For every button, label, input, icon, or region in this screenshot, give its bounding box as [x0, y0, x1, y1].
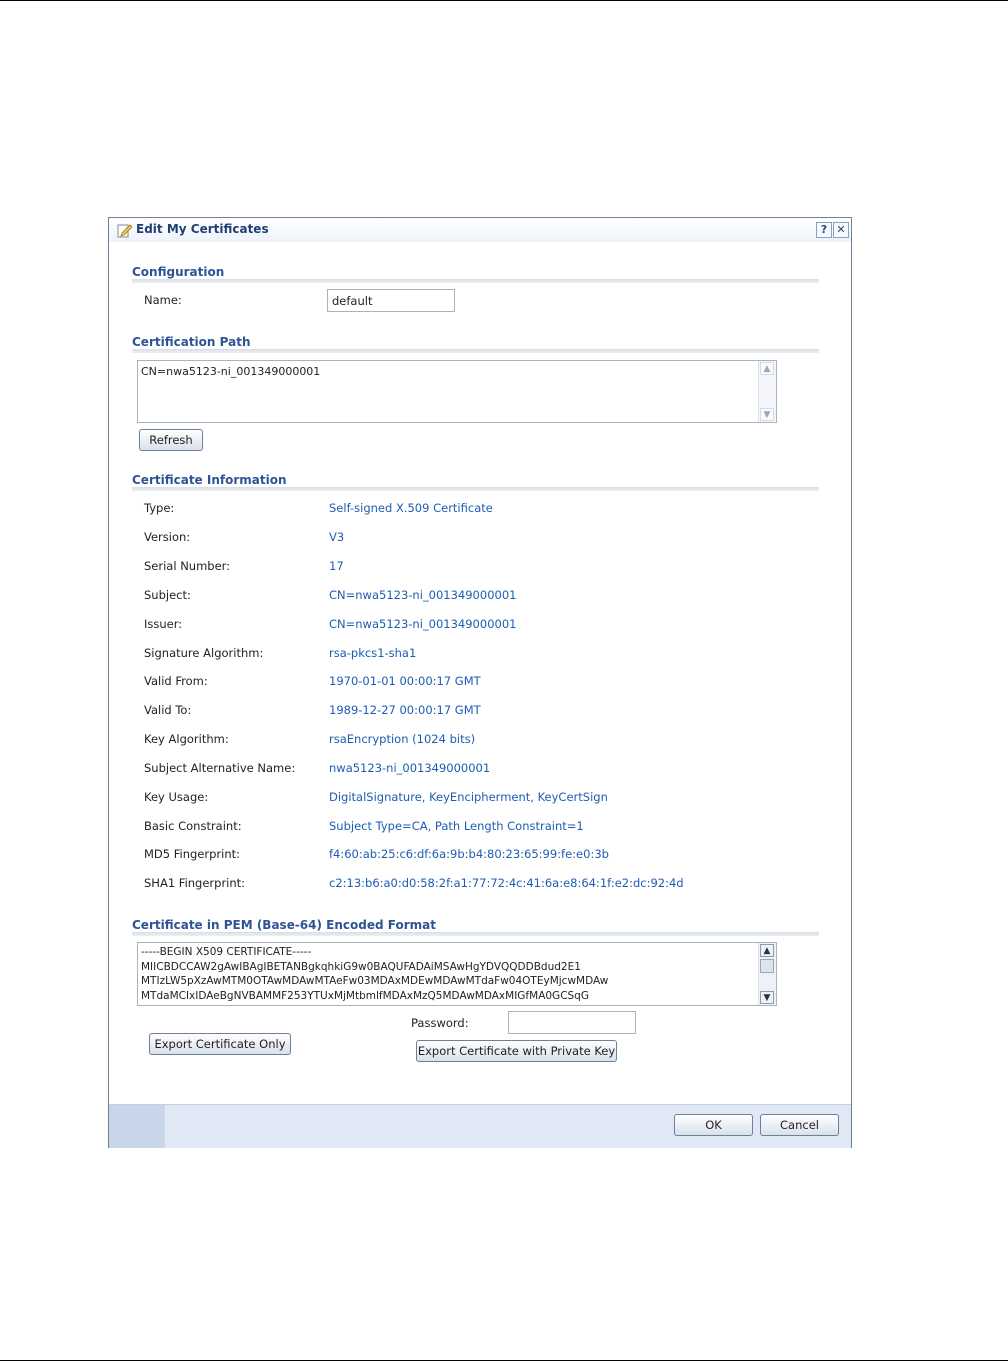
key-algorithm-label: Key Algorithm:: [144, 732, 229, 746]
pem-line: -----BEGIN X509 CERTIFICATE-----: [141, 946, 312, 958]
dialog-title: Edit My Certificates: [136, 222, 269, 236]
configuration-section-rule: [132, 279, 819, 283]
pem-lines: [141, 945, 608, 1003]
footer-left-panel: [109, 1105, 165, 1148]
scroll-up-arrow-icon[interactable]: ▲: [760, 362, 774, 375]
basic-constraint-label: Basic Constraint:: [144, 819, 242, 833]
key-usage-value: DigitalSignature, KeyEncipherment, KeyCertSign: [329, 790, 608, 804]
ok-button[interactable]: OK: [674, 1114, 753, 1136]
export-certificate-only-button[interactable]: Export Certificate Only: [149, 1033, 291, 1055]
type-value: Self-signed X.509 Certificate: [329, 501, 493, 515]
scroll-down-arrow-icon[interactable]: ▼: [760, 991, 774, 1004]
edit-pencil-icon: [117, 222, 133, 238]
certification-path-scrollbar[interactable]: [758, 361, 776, 422]
password-input[interactable]: [508, 1011, 636, 1034]
valid-from-label: Valid From:: [144, 674, 208, 688]
valid-to-label: Valid To:: [144, 703, 192, 717]
page-top-rule: [0, 0, 1008, 1]
type-label: Type:: [144, 501, 175, 515]
subject-label: Subject:: [144, 588, 191, 602]
certification-path-section-rule: [132, 349, 819, 353]
signature-algorithm-label: Signature Algorithm:: [144, 646, 264, 660]
certification-path-box[interactable]: [137, 360, 777, 423]
name-input[interactable]: [327, 289, 455, 312]
signature-algorithm-value: rsa-pkcs1-sha1: [329, 646, 417, 660]
name-label: Name:: [144, 293, 182, 307]
serial-number-label: Serial Number:: [144, 559, 231, 573]
version-value: V3: [329, 530, 345, 544]
refresh-button[interactable]: Refresh: [139, 429, 203, 451]
close-button[interactable]: ✕: [833, 222, 849, 238]
cancel-button[interactable]: Cancel: [760, 1114, 839, 1136]
certification-path-text: CN=nwa5123-ni_001349000001: [141, 365, 321, 378]
dialog-titlebar: [109, 218, 851, 242]
serial-number-value: 17: [329, 559, 344, 573]
pem-section-rule: [132, 932, 819, 936]
certificate-information-section-title: Certificate Information: [132, 473, 287, 487]
sha1-fingerprint-value: c2:13:b6:a0:d0:58:2f:a1:77:72:4c:41:6a:e8:64:1f:e2:dc:92:4d: [329, 876, 684, 890]
subject-value: CN=nwa5123-ni_001349000001: [329, 588, 517, 602]
key-usage-label: Key Usage:: [144, 790, 209, 804]
md5-fingerprint-label: MD5 Fingerprint:: [144, 847, 241, 861]
certification-path-section-title: Certification Path: [132, 335, 251, 349]
valid-from-value: 1970-01-01 00:00:17 GMT: [329, 674, 481, 688]
page-bottom-rule: [0, 1360, 1008, 1361]
valid-to-value: 1989-12-27 00:00:17 GMT: [329, 703, 481, 717]
pem-scrollbar[interactable]: [758, 943, 776, 1005]
pem-line: MTdaMCIxIDAeBgNVBAMMF253YTUxMjMtbmlfMDAxMzQ5MDAwMDAxMIGfMA0GCSqG: [141, 989, 589, 1002]
scroll-down-arrow-icon[interactable]: ▼: [760, 408, 774, 421]
scroll-up-arrow-icon[interactable]: ▲: [760, 944, 774, 957]
pem-line: MTIzLW5pXzAwMTM0OTAwMDAwMTAeFw03MDAxMDEwMDAwMTdaFw04OTEyMjcwMDAw: [141, 975, 609, 987]
key-algorithm-value: rsaEncryption (1024 bits): [329, 732, 476, 746]
basic-constraint-value: Subject Type=CA, Path Length Constraint=1: [329, 819, 584, 833]
subject-alternative-name-label: Subject Alternative Name:: [144, 761, 296, 775]
issuer-value: CN=nwa5123-ni_001349000001: [329, 617, 517, 631]
pem-line: MIICBDCCAW2gAwIBAgIBETANBgkqhkiG9w0BAQUFADAiMSAwHgYDVQQDDBdud2E1: [141, 960, 581, 973]
help-button[interactable]: ?: [816, 222, 832, 238]
pem-text-area[interactable]: [137, 942, 777, 1006]
export-certificate-with-private-key-button[interactable]: Export Certificate with Private Key: [416, 1040, 617, 1062]
subject-alternative-name-value: nwa5123-ni_001349000001: [329, 761, 491, 775]
version-label: Version:: [144, 530, 191, 544]
configuration-section-title: Configuration: [132, 265, 225, 279]
password-label: Password:: [411, 1016, 469, 1030]
pem-section-title: Certificate in PEM (Base-64) Encoded Format: [132, 918, 436, 932]
edit-my-certificates-dialog: [108, 217, 852, 1148]
sha1-fingerprint-label: SHA1 Fingerprint:: [144, 876, 246, 890]
issuer-label: Issuer:: [144, 617, 183, 631]
md5-fingerprint-value: f4:60:ab:25:c6:df:6a:9b:b4:80:23:65:99:fe:e0:3b: [329, 847, 609, 861]
certificate-information-section-rule: [132, 487, 819, 491]
dialog-footer: [109, 1104, 851, 1148]
scroll-thumb[interactable]: [760, 959, 774, 973]
